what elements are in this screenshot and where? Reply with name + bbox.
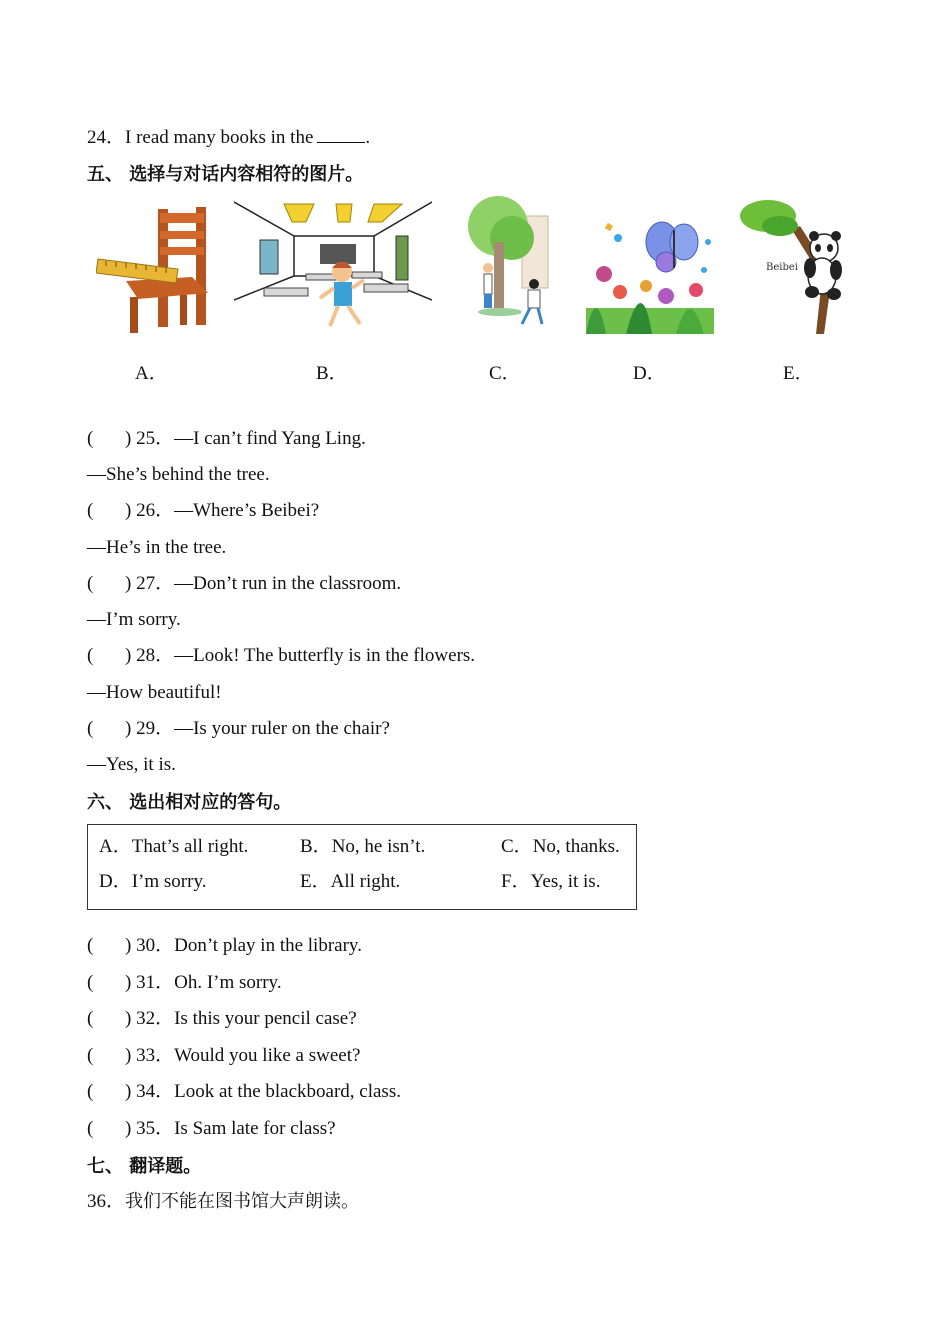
question-36: 36．我们不能在图书馆大声朗读。 — [87, 1191, 360, 1212]
answer-parentheses[interactable]: ( — [87, 428, 94, 449]
answer-28: —How beautiful! — [87, 682, 222, 703]
question-32: ( ) 32．Is this your pencil case? — [87, 1008, 357, 1029]
answer-parentheses[interactable]: ( — [87, 573, 94, 594]
question-31: ( ) 31．Oh. I’m sorry. — [87, 972, 282, 993]
question-26: ( ) 26．—Where’s Beibei? — [87, 500, 320, 521]
picture-label-a: A． — [135, 363, 168, 384]
question-29: ( ) 29．—Is your ruler on the chair? — [87, 718, 390, 739]
option-e: E．All right. — [300, 871, 401, 892]
question-35: ( ) 35．Is Sam late for class? — [87, 1118, 336, 1139]
answer-25: —She’s behind the tree. — [87, 464, 270, 485]
option-a: A．That’s all right. — [99, 836, 249, 857]
answer-27: —I’m sorry. — [87, 609, 181, 630]
answer-parentheses[interactable]: ( — [87, 972, 94, 993]
answer-parentheses[interactable]: ( — [87, 500, 94, 521]
answer-parentheses[interactable]: ( — [87, 1045, 94, 1066]
picture-b-classroom-running — [234, 196, 432, 340]
question-27: ( ) 27．—Don’t run in the classroom. — [87, 573, 402, 594]
answer-26: —He’s in the tree. — [87, 537, 227, 558]
answer-parentheses[interactable]: ( — [87, 645, 94, 666]
question-28: ( ) 28．—Look! The butterfly is in the flowers. — [87, 645, 476, 666]
option-c: C．No, thanks. — [501, 836, 620, 857]
picture-label-d: D． — [633, 363, 666, 384]
section-6-title: 六、 选出相对应的答句。 — [87, 792, 292, 813]
picture-label-c: C． — [489, 363, 521, 384]
section-5-title: 五、 选择与对话内容相符的图片。 — [87, 164, 364, 185]
answer-29: —Yes, it is. — [87, 754, 176, 775]
answer-parentheses[interactable]: ( — [87, 718, 94, 739]
question-25: ( ) 25．—I can’t find Yang Ling. — [87, 428, 366, 449]
option-d: D．I’m sorry. — [99, 871, 207, 892]
picture-d-butterfly-flowers — [586, 212, 714, 340]
answer-blank[interactable] — [317, 126, 365, 143]
question-33: ( ) 33．Would you like a sweet? — [87, 1045, 361, 1066]
beibei-caption: Beibei — [766, 262, 798, 273]
picture-e-panda-in-tree — [740, 196, 860, 340]
section-7-title: 七、 翻译题。 — [87, 1156, 202, 1177]
option-f: F．Yes, it is. — [501, 871, 601, 892]
picture-label-b: B． — [316, 363, 348, 384]
picture-a-chair-ruler — [96, 203, 212, 341]
answer-parentheses[interactable]: ( — [87, 1008, 94, 1029]
picture-c-girl-behind-tree — [462, 196, 550, 340]
picture-label-e: E． — [783, 363, 814, 384]
answer-parentheses[interactable]: ( — [87, 1081, 94, 1102]
answer-parentheses[interactable]: ( — [87, 1118, 94, 1139]
question-30: ( ) 30．Don’t play in the library. — [87, 935, 362, 956]
answer-options-box — [87, 824, 637, 910]
question-24: 24．I read many books in the . — [87, 127, 371, 148]
question-34: ( ) 34．Look at the blackboard, class. — [87, 1081, 401, 1102]
answer-parentheses[interactable]: ( — [87, 935, 94, 956]
option-b: B．No, he isn’t. — [300, 836, 426, 857]
